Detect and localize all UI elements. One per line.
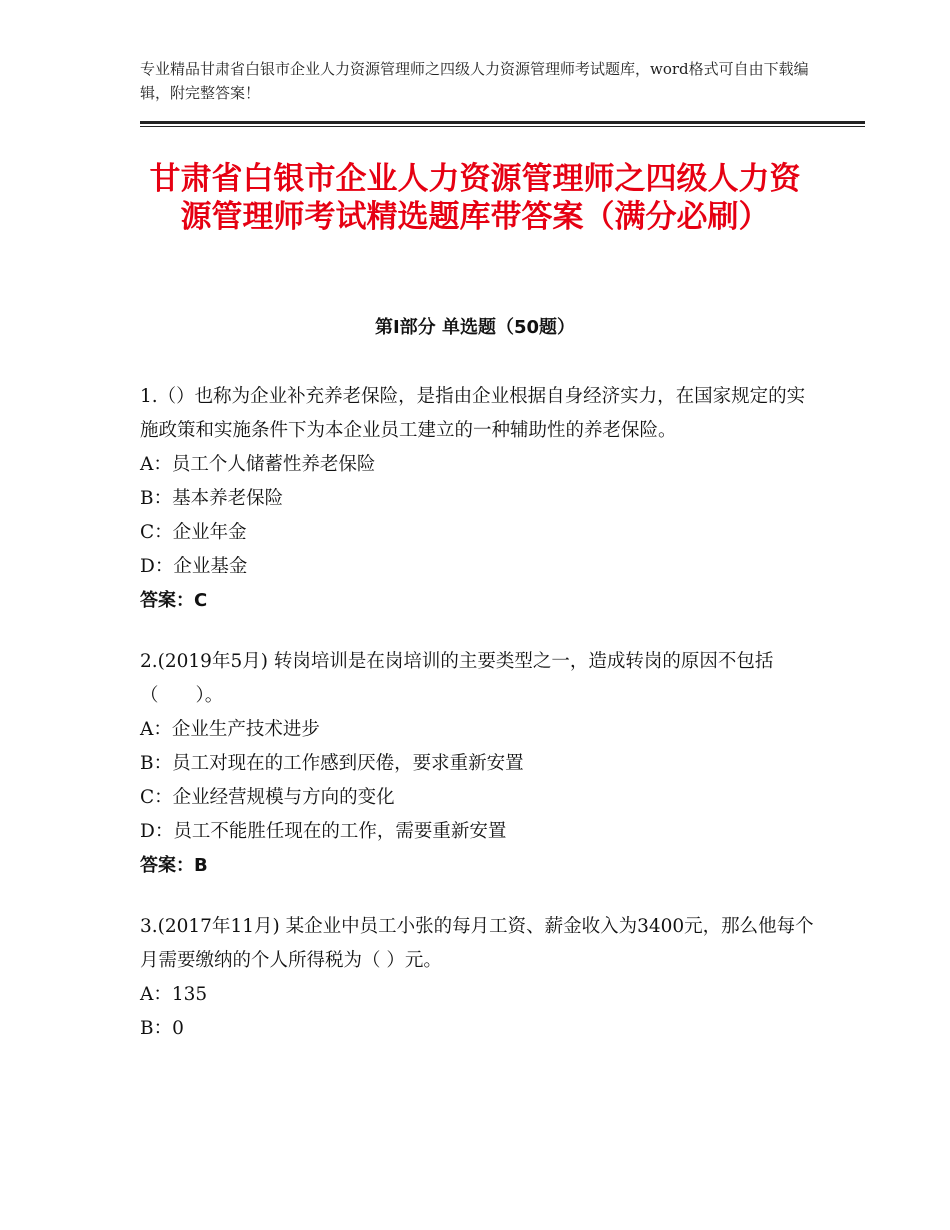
option-a: A：135 bbox=[140, 984, 208, 1005]
option-c: C：企业经营规模与方向的变化 bbox=[140, 787, 395, 808]
header-note: 专业精品甘肃省白银市企业人力资源管理师之四级人力资源管理师考试题库，word格式可自由下载编辑，附完整答案！ bbox=[140, 60, 809, 102]
option-b: B：基本养老保险 bbox=[140, 488, 284, 509]
question-stem: 2.(2019年5月) 转岗培训是在岗培训的主要类型之一，造成转岗的原因不包括（ ）。 bbox=[140, 651, 774, 706]
document-title: 甘肃省白银市企业人力资源管理师之四级人力资源管理师考试精选题库带答案（满分必刷） bbox=[149, 161, 801, 235]
option-c: C：企业年金 bbox=[140, 522, 247, 543]
option-d: D：员工不能胜任现在的工作，需要重新安置 bbox=[140, 821, 507, 842]
question-2 bbox=[140, 645, 820, 883]
option-a: A：员工个人储蓄性养老保险 bbox=[140, 454, 376, 475]
question-3 bbox=[140, 910, 820, 1046]
section-heading: 第Ⅰ部分 单选题（50题） bbox=[374, 317, 575, 338]
question-list bbox=[140, 380, 820, 1073]
option-b: B：员工对现在的工作感到厌倦，要求重新安置 bbox=[140, 753, 524, 774]
header-rule-thick bbox=[140, 121, 865, 124]
option-d: D：企业基金 bbox=[140, 556, 248, 577]
answer: 答案：C bbox=[140, 590, 208, 611]
option-b: B：0 bbox=[140, 1018, 184, 1039]
header-rule-thin bbox=[140, 126, 865, 127]
question-1 bbox=[140, 380, 820, 618]
question-stem: 1.（）也称为企业补充养老保险，是指由企业根据自身经济实力，在国家规定的实施政策和实施条件下为本企业员工建立的一种辅助性的养老保险。 bbox=[140, 386, 806, 441]
answer: 答案：B bbox=[140, 855, 208, 876]
option-a: A：企业生产技术进步 bbox=[140, 719, 320, 740]
question-stem: 3.(2017年11月) 某企业中员工小张的每月工资、薪金收入为3400元，那么他每个月需要缴纳的个人所得税为（ ）元。 bbox=[140, 916, 814, 971]
